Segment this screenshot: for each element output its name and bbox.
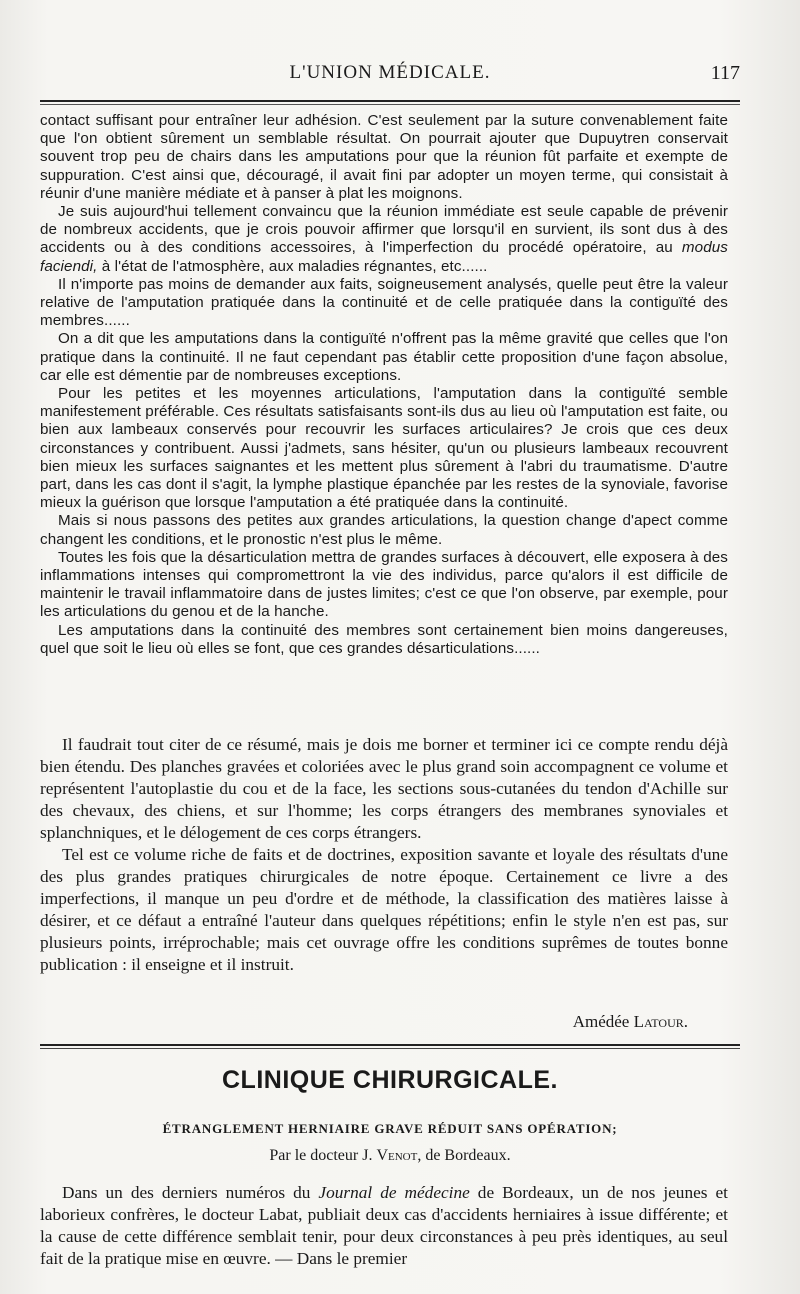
quoted-excerpt xyxy=(40,112,728,658)
header-rule xyxy=(40,100,740,102)
section-rule-thin xyxy=(40,1048,740,1049)
journal-name: Journal de médecine xyxy=(318,1183,470,1202)
running-title: L'UNION MÉDICALE. xyxy=(289,62,491,83)
page-number: 117 xyxy=(710,62,740,84)
paragraph: Je suis aujourd'hui tellement convaincu que la réunion immédiate est seule capable de prévenir de nombreux accidents, que je crois pouvoir affirmer que lorsqu'il en survient, ils sont dus à des accidents ou à des conditions accessoires, à l'imperfection du procédé opératoire, au modus faciendi, à l'état de l'atmosphère, aux maladies régnantes, etc...... xyxy=(40,203,728,275)
article-title: ÉTRANGLEMENT HERNIAIRE GRAVE RÉDUIT SANS OPÉRATION; xyxy=(162,1121,618,1136)
section-rule xyxy=(40,1044,740,1046)
italic-phrase: modus faciendi, xyxy=(40,239,728,275)
byline: Par le docteur J. Venot, de Bordeaux. xyxy=(269,1147,511,1164)
section-title: CLINIQUE CHIRURGICALE. xyxy=(222,1066,558,1094)
paragraph: Tel est ce volume riche de faits et de doctrines, exposition savante et loyale des résultats d'une des plus grandes pratiques chirurgicales de notre époque. Certainement ce livre a des imperfections, il manque un peu d'ordre et de méthode, la classification des matières laisse à désirer, et ce défaut a entraîné l'auteur dans quelques répétitions; enfin le style n'en est pas, sur plusieurs points, irréprochable; mais cet ouvrage offre les conditions suprêmes de toutes bonne publication : il enseigne et il instruit. xyxy=(40,845,728,974)
paragraph: Il faudrait tout citer de ce résumé, mais je dois me borner et terminer ici ce compte rendu déjà bien étendu. Des planches gravées et coloriées avec le plus grand soin accompagnent ce volume et représentent l'autoplastie du cou et de la face, les sections sous-cutanées du tendon d'Achille sur des chevaux, des chiens, et sur l'homme; les corps étrangers des membranes synoviales et splanchniques, et le délogement de ces corps étrangers. xyxy=(40,735,728,842)
paragraph: On a dit que les amputations dans la contiguïté n'offrent pas la même gravité que celles que l'on pratique dans la continuité. Il ne faut cependant pas établir cette proposition d'une façon absolue, car elle est démentie par de nombreuses exceptions. xyxy=(40,330,728,384)
paragraph: Il n'importe pas moins de demander aux faits, soigneusement analysés, quelle peut être la valeur relative de l'amputation pratiquée dans la continuité et de celle pratiquée dans la contiguïté des membres...... xyxy=(40,275,728,330)
header-rule-thin xyxy=(40,104,740,105)
paragraph: Pour les petites et les moyennes articulations, l'amputation dans la contiguïté semble manifestement préférable. Ces résultats satisfaisants sont-ils dus au lieu où l'amputation est faite, ou bien aux lambeaux conservés pour recouvrir les surfaces articulaires? Je crois que ces deux circonstances y contribuent. Aussi j'admets, sans hésiter, qu'un ou plusieurs lambeaux recouvrent bien mieux les surfaces saignantes et les mettent plus sûrement à l'abri du traumatisme. D'autre part, dans les cas dont il s'agit, la lymphe plastique épanchée par les restes de la synoviale, favorise mieux la guérison que lorsque l'amputation a été pratiquée dans la continuité. xyxy=(40,385,728,512)
page-header xyxy=(40,62,740,92)
review-conclusion xyxy=(40,734,728,976)
author-signature: Amédée Latour. xyxy=(572,1012,688,1031)
article-body xyxy=(40,1182,728,1270)
paragraph: Mais si nous passons des petites aux grandes articulations, la question change d'apect comme changent les conditions, et le pronostic n'est plus le même. xyxy=(40,512,728,548)
paragraph: Dans un des derniers numéros du Journal de médecine de Bordeaux, un de nos jeunes et laborieux confrères, le docteur Labat, publiait deux cas d'accidents herniaires à issue différente; et la cause de cette différence semblait tenir, pour deux circonstances à peu près identiques, au seul fait de la pratique mise en œuvre. — Dans le premier xyxy=(40,1183,728,1268)
paragraph: contact suffisant pour entraîner leur adhésion. C'est seulement par la suture convenablement faite que l'on obtient sûrement un semblable résultat. On pourrait ajouter que Dupuytren conservait souvent trop peu de chairs dans les amputations pour que la réunion fût parfaite et exempte de suppuration. C'est ainsi que, découragé, il avait fini par adopter un moyen terme, qui consistait à réunir d'une manière médiate et à panser à plat les moignons. xyxy=(40,112,728,202)
paragraph: Les amputations dans la continuité des membres sont certainement bien moins dangereuses, quel que soit le lieu où elles se font, que ces grandes désarticulations...... xyxy=(40,621,728,657)
paragraph: Toutes les fois que la désarticulation mettra de grandes surfaces à découvert, elle exposera à des inflammations intenses qui compromettront la vie des individus, parce qu'alors il est difficile de maintenir le travail inflammatoire dans de justes limites; c'est ce que l'on observe, par exemple, pour les articulations du genou et de la hanche. xyxy=(40,548,728,621)
